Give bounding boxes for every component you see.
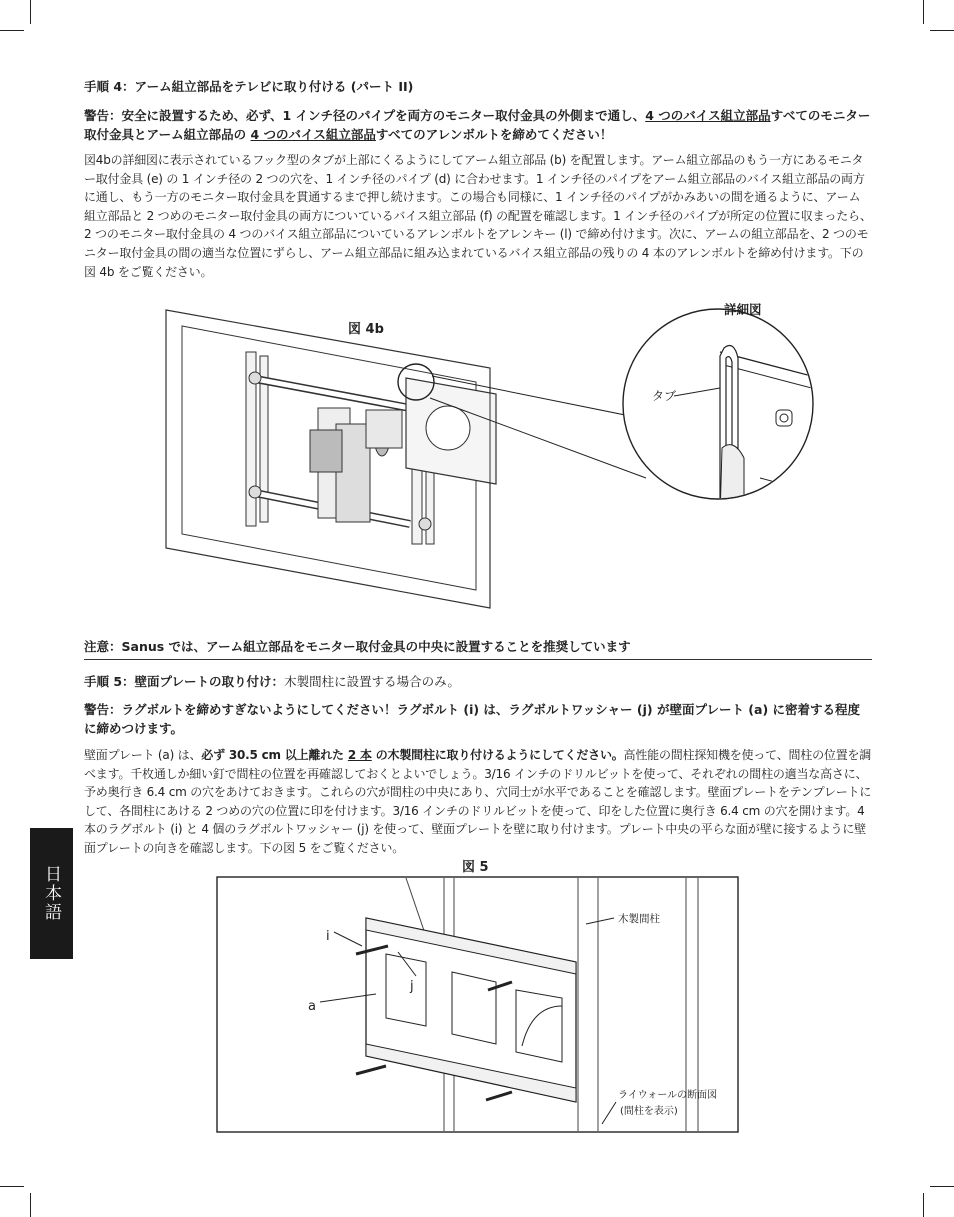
- figure-4b: [160, 298, 880, 610]
- crop-mark: [930, 30, 954, 31]
- section-label-2: (間柱を表示): [620, 1106, 678, 1117]
- stud-label: 木製間柱: [618, 913, 660, 925]
- step5-body: 壁面プレート (a) は、必ず 30.5 cm 以上離れた 2 本 の木製間柱に取り付けるようにしてください。高性能の間柱探知機を使って、間柱の位置を調べます。千枚通しか細い釘で間柱の位置を再確認しておくとよいでしょう。3/16 インチのドリルビットを使って、それぞれの間柱の適当な高さに、予め奥行き 6.4 cm の穴をあけておきます。これらの穴が間柱の中央にあり、穴同士が水平であることを確認します。壁面プレートをテンプレートにして、各間柱にあける 2 つめの穴の位置に印を付けます。3/16 インチのドリルビットを使って、印をした位置に奥行き 6.4 cm の穴を開けます。4 本のラグボルト (i) と 4 個のラグボルトワッシャー (j) を使って、壁面プレートを壁に取り付けます。プレート中央の平らな面が壁に接するように壁面プレートの向きを確認します。下の図 5 をご覧ください。: [84, 748, 872, 855]
- step5-warning: 警告：ラグボルトを締めすぎないようにしてください！ラグボルト (i) は、ラグボルトワッシャー (j) が壁面プレート (a) に密着する程度に締めつけます。: [84, 702, 861, 736]
- crop-mark: [30, 0, 31, 24]
- figure-5: [216, 876, 740, 1134]
- step4-body: 図4bの詳細図に表示されているフック型のタブが上部にくるようにしてアーム組立部品 (b) を配置します。アーム組立部品のもう一方にあるモニター取付金具 (e) の 1 インチ径の 2 つの穴を、1 インチ径のパイプ (d) に合わせます。1 インチ径のパイプをアーム組立部品のバイス組立部品の両方に通し、もう一方のモニター取付金具を貫通するまで押し続けます。この場合も同様に、1 インチ径のパイプがかみあいの間を通るように、アーム組立部品と 2 つめのモニター取付金具の両方についているバイス組立部品 (f) の配置を確認します。1 インチ径のパイプが所定の位置に収まったら、2 つのモニター取付金具の 4 つのバイス組立部品についているアレンボルトをアレンキー (l) で締め付けます。次に、アームの組立部品を、2 つのモニター取付金具の間の適当な位置にずらし、アーム組立部品に組み込まれているバイス組立部品の残りの 4 本のアレンボルトを締め付けます。下の図 4b をご覧ください。: [84, 153, 872, 279]
- step5-title: 手順 5：壁面プレートの取り付け：木製間柱に設置する場合のみ。: [84, 674, 460, 689]
- crop-mark: [0, 1186, 24, 1187]
- divider: [84, 659, 872, 660]
- crop-mark: [923, 0, 924, 24]
- section-label-1: ライウォールの断面図: [618, 1090, 718, 1101]
- language-tab: 日本語: [30, 828, 73, 959]
- crop-mark: [30, 1193, 31, 1217]
- crop-mark: [0, 30, 24, 31]
- figure-5-label: 図 5: [462, 860, 489, 875]
- detail-label: 詳細図: [724, 302, 762, 317]
- callout-a: a: [308, 999, 316, 1014]
- step4-warning: 警告：安全に設置するため、必ず、1 インチ径のパイプを両方のモニター取付金具の外側まで通し、4 つのバイス組立部品すべてのモニター取付金具とアーム組立部品の 4 つのバイス組立部品すべてのアレンボルトを締めてください！: [84, 108, 871, 142]
- figure-4b-label: 図 4b: [348, 322, 384, 337]
- crop-mark: [930, 1186, 954, 1187]
- callout-j: j: [410, 979, 414, 994]
- note: 注意：Sanus では、アーム組立部品をモニター取付金具の中央に設置することを推奨しています: [84, 639, 631, 654]
- crop-mark: [923, 1193, 924, 1217]
- tab-label: タブ: [652, 389, 677, 403]
- step4-title: 手順 4：アーム組立部品をテレビに取り付ける (パート II): [84, 79, 414, 94]
- callout-i: i: [326, 929, 330, 944]
